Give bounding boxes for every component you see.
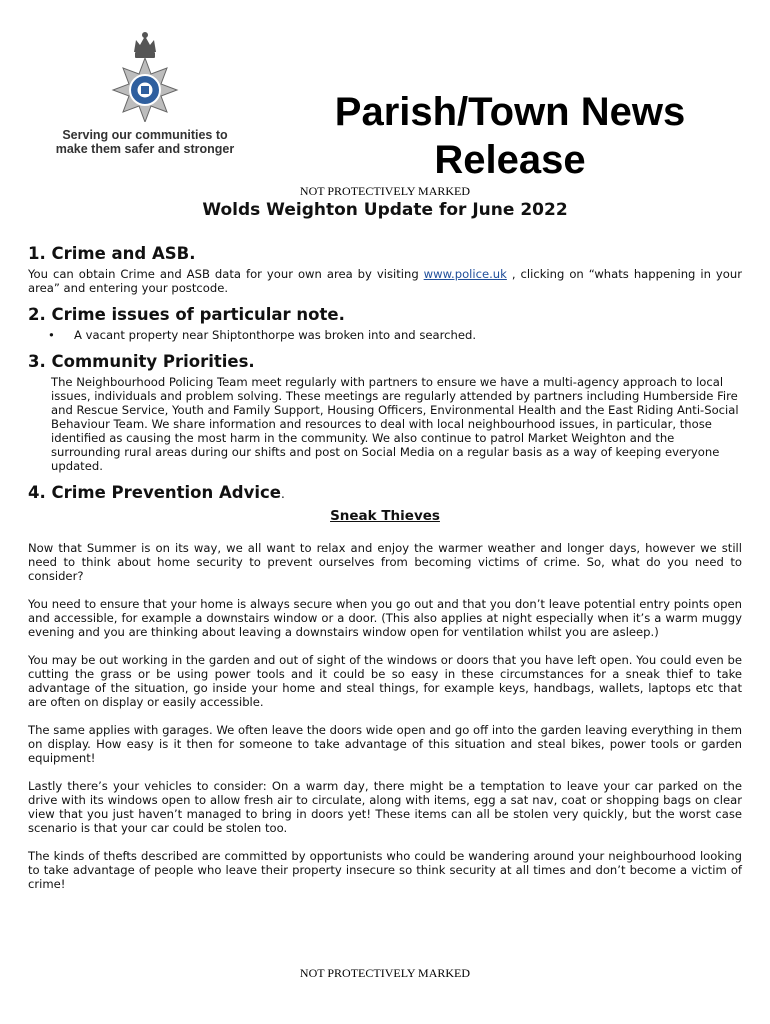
paragraph: The kinds of thefts described are committed by opportunists who could be wandering around your neighbourhood looking to take advantage of people who leave their property insecure so think security at all times and don’t become a victim of crime! [28,849,742,891]
protective-marking-bottom: NOT PROTECTIVELY MARKED [299,966,471,980]
section-heading [28,483,742,504]
section-community-priorities [28,352,742,473]
section-text: The Neighbourhood Policing Team meet regularly with partners to ensure we have a multi-agency approach to local issues, individuals and problem solving. These meetings are regularly attended by partners including Humberside Fire and Rescue Service, Youth and Family Support, Housing Officers, Environmental Health and the East Riding Anti-Social Behaviour Team. We share information and resources to deal with local neighbourhood issues, in particular, those identified as causing the most harm in the community. We also continue to patrol Market Weighton and the surrounding rural areas during our shifts and post on Social Media on a regular basis as a way of keeping everyone updated. [51,375,739,473]
section-heading: 1. Crime and ASB. [28,244,196,263]
tagline-line-2: make them safer and stronger [55,142,235,156]
paragraph: Now that Summer is on its way, we all want to relax and enjoy the warmer weather and longer days, however we still need to think about home security to prevent ourselves from becoming victims of crime. So, what do you need to consider? [28,541,742,583]
paragraph: You may be out working in the garden and out of sight of the windows or doors that you have left open. You could even be cutting the grass or be using power tools and it could be so easy in these circumstances for a sneak thief to take advantage of the situation, go inside your home and steal things, for example keys, handbags, wallets, laptops etc that are often on display or easily accessible. [28,653,742,709]
police-uk-link[interactable]: www.police.uk [423,267,507,281]
section-crime-asb [28,244,742,295]
section-heading: 3. Community Priorities. [28,352,255,371]
page-title-line-1: Parish/Town News [334,90,686,134]
section-crime-prevention [28,483,742,891]
heading-text: 4. Crime Prevention Advice [28,483,281,502]
list-item [48,328,742,342]
text-fragment: , clicking on “whats happening in your area” and entering your postcode. [28,267,742,295]
heading-suffix: . [280,487,285,501]
section-crime-issues [28,305,742,342]
page-title [290,88,730,184]
page-title-line-2: Release [434,138,586,182]
text-fragment: You can obtain Crime and ASB data for your own area by visiting [28,267,424,281]
paragraph: The same applies with garages. We often leave the doors wide open and go off into the garden leaving everything in them on display. How easy is it then for someone to take advantage of this situation and steal bikes, power tools or garden equipment! [28,723,742,765]
protective-marking-top: NOT PROTECTIVELY MARKED [299,184,471,198]
list-item-text: A vacant property near Shiptonthorpe was broken into and searched. [74,328,477,342]
section-heading: 2. Crime issues of particular note. [28,305,345,324]
paragraph: Lastly there’s your vehicles to consider: On a warm day, there might be a temptation to leave your car parked on the drive with its windows open to allow fresh air to circulate, along with items, egg a sat nav, coat or shopping bags on clear view that you just haven’t managed to bring in doors yet! These items can all be stolen very quickly, but the worst case scenario is that your car could be stolen too. [28,779,742,835]
paragraph: You need to ensure that your home is always secure when you go out and that you don’t leave potential entry points open and accessible, for example a downstairs window or a door. (This also applies at night especially when it’s a warm muggy evening and you are thinking about leaving a downstairs window open for ventilation whilst you are asleep.) [28,597,742,639]
document-body [28,244,742,891]
police-logo-block [40,30,250,156]
tagline-line-1: Serving our communities to [62,128,228,142]
police-crest-icon [105,30,185,122]
bullet-icon: • [48,328,55,342]
subtitle-sneak-thieves: Sneak Thieves [330,508,440,524]
section-text [28,267,742,295]
update-title: Wolds Weighton Update for June 2022 [202,200,568,220]
